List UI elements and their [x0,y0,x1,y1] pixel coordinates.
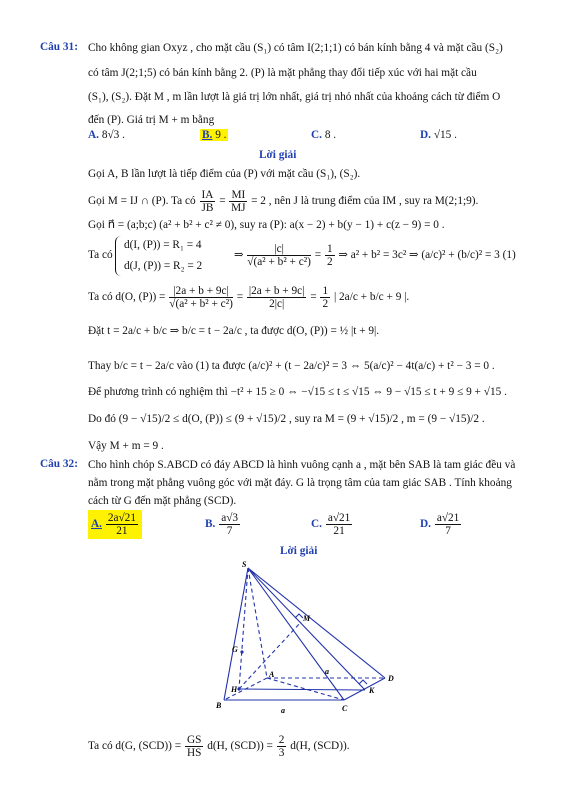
q31-s4-frac1-den: √(a² + b² + c²) [247,255,311,268]
q31-correct-highlight [200,129,228,141]
q31-s2-frac1-num: IA [201,188,214,201]
q31-solution-line-2 [88,188,478,214]
q31-s5-frac2-den: 2|c| [269,297,285,310]
q31-s4-suffix: ⇒ a² + b² = 3c² ⇒ (a/c)² + (b/c)² = 3 (1) [338,249,516,261]
q31-s2-frac2-den: MJ [231,201,246,214]
q31-stem-line-1: Cho không gian Oxyz , cho mặt cầu (S₁) có tâm I(2;1;1) có bán kính bằng 4 và mặt cầu (S₂) [88,42,503,54]
figure-label-M: M [303,614,311,623]
figure-label-A: A [269,670,275,679]
q31-s5-fraction-1 [169,285,233,310]
q31-solution-heading: Lời giải [259,149,297,161]
q32-option-d-num: a√21 [436,512,460,524]
q31-s5-equals-1: = [236,291,244,303]
q31-stem-line-2: có tâm J(2;1;5) có bán kính bằng 2. (P) là mặt phẳng thay đổi tiếp xúc với hai mặt cầu [88,67,477,79]
q32-correct-highlight [88,510,142,539]
q32-option-a-letter: A. [91,518,102,531]
figure-label-K: K [369,686,375,695]
q31-s5-frac3-num: 1 [322,284,329,297]
q31-stem-line-4: đến (P). Giá trị M + m bằng [88,114,215,126]
q31-option-b-letter: B. [202,129,213,141]
q32-option-d-fraction [435,512,462,537]
q31-s4-row-2: d(J, (P)) = R₂ = 2 [124,260,203,272]
q31-option-c-letter: C. [311,129,322,141]
q32-s1-suffix: d(H, (SCD)). [290,740,350,752]
q31-s2-fraction-ia-jb [200,189,216,214]
q31-option-d-text: √15 . [433,129,457,141]
q32-s1-frac2-num: 2 [278,733,285,746]
q32-stem-line-3: cách từ G đến mặt phẳng (SCD). [88,495,237,507]
figure-label-H: H [231,685,238,694]
q32-option-b-den: 7 [226,525,233,537]
q32-option-b-letter: B. [205,518,216,531]
q32-option-c[interactable] [311,512,353,537]
q32-s1-frac1-num: GS [186,733,202,746]
point-H [237,687,240,690]
pyramid-figure [205,560,405,720]
q31-s2-frac1-den: JB [201,201,214,214]
q31-s2-suffix: = 2 , nên J là trung điểm của IM , suy ra M(2;1;9). [251,195,479,207]
q31-option-a[interactable] [88,129,125,141]
q31-label: Câu 31: [40,41,78,53]
q31-solution-line-1: Gọi A, B lần lượt là tiếp điểm của (P) với mặt cầu (S₁), (S₂). [88,168,361,180]
q31-s5-frac3-den: 2 [322,297,329,310]
q31-option-d-letter: D. [420,129,431,141]
q31-stem-line-3: (S₁), (S₂). Đặt M , m lần lượt là giá trị lớn nhất, giá trị nhỏ nhất của khoảng cách từ điểm O [88,91,501,103]
q32-s1-frac2-den: 3 [278,746,285,759]
q31-s4-fraction-half [325,243,335,268]
q31-option-c-text: 8 . [324,129,337,141]
figure-label-D: D [388,674,394,683]
q32-stem-line-2: nằm trong mặt phẳng vuông góc với mặt đáy. G là trọng tâm của tam giác SAB . Tính khoảng [88,477,512,489]
q32-option-b-fraction [219,512,240,537]
q31-s5-prefix: Ta có d(O, (P)) = [88,291,166,303]
q31-option-b[interactable] [200,129,228,141]
figure-label-S: S [242,560,247,569]
q31-solution-line-7: Thay b/c = t − 2a/c vào (1) ta được (a/c)² + (t − 2a/c)² = 3 ⇔ 5(a/c)² − 4t(a/c) + t² − 3 = 0 . [88,360,495,372]
q31-s4-prefix: Ta có [88,249,113,261]
q32-solution-line-1 [88,733,350,759]
q31-s4-fraction-c [247,243,311,268]
q31-solution-line-5 [88,284,409,310]
q32-stem-line-1: Cho hình chóp S.ABCD có đáy ABCD là hình vuông cạnh a , mặt bên SAB là tam giác đều và [88,459,516,471]
q31-solution-line-10: Vậy M + m = 9 . [88,440,164,452]
q31-s4-frac2-den: 2 [326,255,333,268]
q32-option-d-den: 7 [445,525,451,537]
q31-solution-line-6: Đặt t = 2a/c + b/c ⇒ b/c = t − 2a/c , ta được d(O, (P)) = ½ |t + 9|. [88,325,380,337]
q31-s4-implies: ⇒ [234,249,244,261]
right-angle-mark-M [295,614,303,618]
q32-s1-fraction-gs-hs [185,734,203,759]
edge-SB [224,568,248,700]
q31-option-b-text: 9 . [215,129,227,141]
q32-option-c-den: 21 [333,525,345,537]
q31-s5-frac2-num: |2a + b + 9c| [248,284,305,297]
q31-s2-frac2-num: MI [231,188,246,201]
figure-label-G: G [232,645,238,654]
q32-option-a-den: 21 [116,525,128,537]
q31-s4-system-brace [115,236,124,276]
q31-s5-frac1-num: |2a + b + 9c| [169,285,233,298]
q31-option-a-letter: A. [88,129,99,141]
q31-s4-equals: = [314,249,322,261]
q31-s2-fraction-mi-mj [229,189,247,214]
segment-HK [239,689,365,690]
q32-option-d-letter: D. [420,518,431,531]
q32-s1-prefix: Ta có d(G, (SCD)) = [88,740,182,752]
figure-label-a-bottom: a [281,706,285,715]
q31-option-a-text: 8√3 . [101,129,125,141]
q32-option-a-num: 2a√21 [107,512,136,524]
q31-s5-equals-2: = [310,291,317,303]
q31-option-d[interactable] [420,129,457,141]
q32-s1-middle: d(H, (SCD)) = [207,740,273,752]
q31-solution-line-9: Do đó (9 − √15)/2 ≤ d(O, (P)) ≤ (9 + √15)/2 , suy ra M = (9 + √15)/2 , m = (9 − √15)/2 . [88,413,485,425]
q31-s2-prefix: Gọi M = IJ ∩ (P). Ta có [88,195,196,207]
figure-label-B: B [216,701,222,710]
q31-s2-equals: = [219,195,226,207]
q31-s4-frac1-num: |c| [247,243,311,256]
q32-option-b[interactable] [205,512,241,537]
q32-option-a-fraction [106,512,138,537]
q32-option-c-num: a√21 [327,512,351,524]
q32-option-d[interactable] [420,512,462,537]
q31-s4-row-1: d(I, (P)) = R₁ = 4 [124,239,202,251]
q31-s5-suffix: | 2a/c + b/c + 9 |. [333,291,410,303]
segment-SH-hidden [239,568,248,689]
figure-label-a-top: a [325,667,329,676]
q32-option-c-letter: C. [311,518,322,531]
q31-s4-frac2-num: 1 [326,242,333,255]
q31-s5-frac1-den: √(a² + b² + c²) [169,297,233,310]
q32-label: Câu 32: [40,458,78,470]
q32-s1-fraction-two-thirds [277,734,287,759]
q31-s5-fraction-2 [247,285,307,310]
q31-s4-result [234,242,516,268]
figure-label-C: C [342,704,348,713]
q31-option-c[interactable] [311,129,336,141]
q31-solution-line-3: Gọi n⃗ = (a;b;c) (a² + b² + c² ≠ 0), suy ra (P): a(x − 2) + b(y − 1) + c(z − 9) = 0 . [88,219,445,231]
q32-option-b-num: a√3 [221,512,239,524]
right-angle-mark-K [359,680,367,684]
q32-solution-heading: Lời giải [280,545,318,557]
q31-solution-line-8: Để phương trình có nghiệm thì −t² + 15 ≥ 0 ⇔ −√15 ≤ t ≤ √15 ⇔ 9 − √15 ≤ t + 9 ≤ 9 + √15 . [88,386,507,398]
q32-option-a[interactable] [88,510,142,539]
point-G [240,650,243,653]
q32-s1-frac1-den: HS [186,746,202,759]
q32-option-c-fraction [326,512,353,537]
q31-s5-fraction-3 [320,285,330,310]
